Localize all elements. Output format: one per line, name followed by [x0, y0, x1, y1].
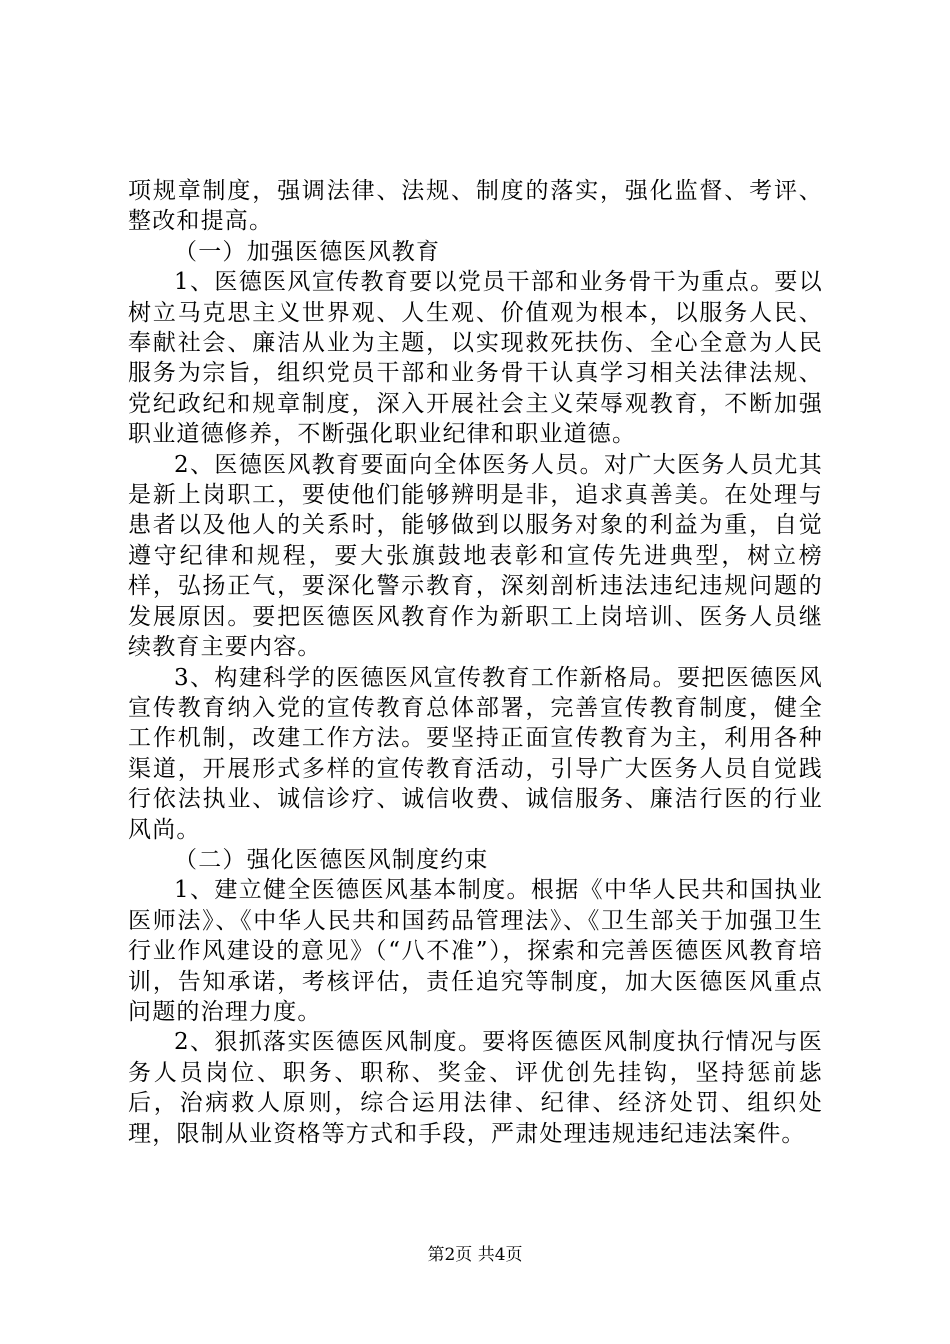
section-heading-1: （一）加强医德医风教育 [174, 238, 441, 265]
paragraph-item-1-3: 3、构建科学的医德医风宣传教育工作新格局。要把医德医风宣传教育纳入党的宣传教育总体部署，完善宣传教育制度，健全工作机制，改建工作方法。要坚持正面宣传教育为主，利用各种渠道，开展形式多样的宣传教育活动，引导广大医务人员自觉践行依法执业、诚信诊疗、诚信收费、诚信服务、廉洁行医的行业风尚。 [128, 664, 823, 843]
paragraph-continuation: 项规章制度，强调法律、法规、制度的落实，强化监督、考评、整改和提高。 [128, 178, 823, 235]
paragraph-item-1-1: 1、医德医风宣传教育要以党员干部和业务骨干为重点。要以树立马克思主义世界观、人生观、价值观为根本，以服务人民、奉献社会、廉洁从业为主题，以实现救死扶伤、全心全意为人民服务为宗旨，组织党员干部和业务骨干认真学习相关法律法规、党纪政纪和规章制度，深入开展社会主义荣辱观教育，不断加强职业道德修养，不断强化职业纪律和职业道德。 [128, 269, 823, 448]
page-number-footer: 第2页 共4页 [427, 1245, 523, 1265]
paragraph-item-2-2: 2、狠抓落实医德医风制度。要将医德医风制度执行情况与医务人员岗位、职务、职称、奖金、评优创先挂钩，坚持惩前毖后，治病救人原则，综合运用法律、纪律、经济处罚、组织处理，限制从业资格等方式和手段，严肃处理违规违纪违法案件。 [128, 1029, 823, 1147]
section-heading-2: （二）强化医德医风制度约束 [174, 846, 489, 873]
paragraph-item-1-2: 2、医德医风教育要面向全体医务人员。对广大医务人员尤其是新上岗职工，要使他们能够辨明是非，追求真善美。在处理与患者以及他人的关系时，能够做到以服务对象的利益为重，自觉遵守纪律和规程，要大张旗鼓地表彰和宣传先进典型，树立榜样，弘扬正气，要深化警示教育，深刻剖析违法违纪违规问题的发展原因。要把医德医风教育作为新职工上岗培训、医务人员继续教育主要内容。 [128, 451, 823, 661]
paragraph-item-2-1: 1、建立健全医德医风基本制度。根据《中华人民共和国执业医师法》、《中华人民共和国药品管理法》、《卫生部关于加强卫生行业作风建设的意见》（“八不准”），探索和完善医德医风教育培训，告知承诺，考核评估，责任追究等制度，加大医德医风重点问题的治理力度。 [128, 877, 823, 1025]
document-body [128, 176, 823, 1149]
